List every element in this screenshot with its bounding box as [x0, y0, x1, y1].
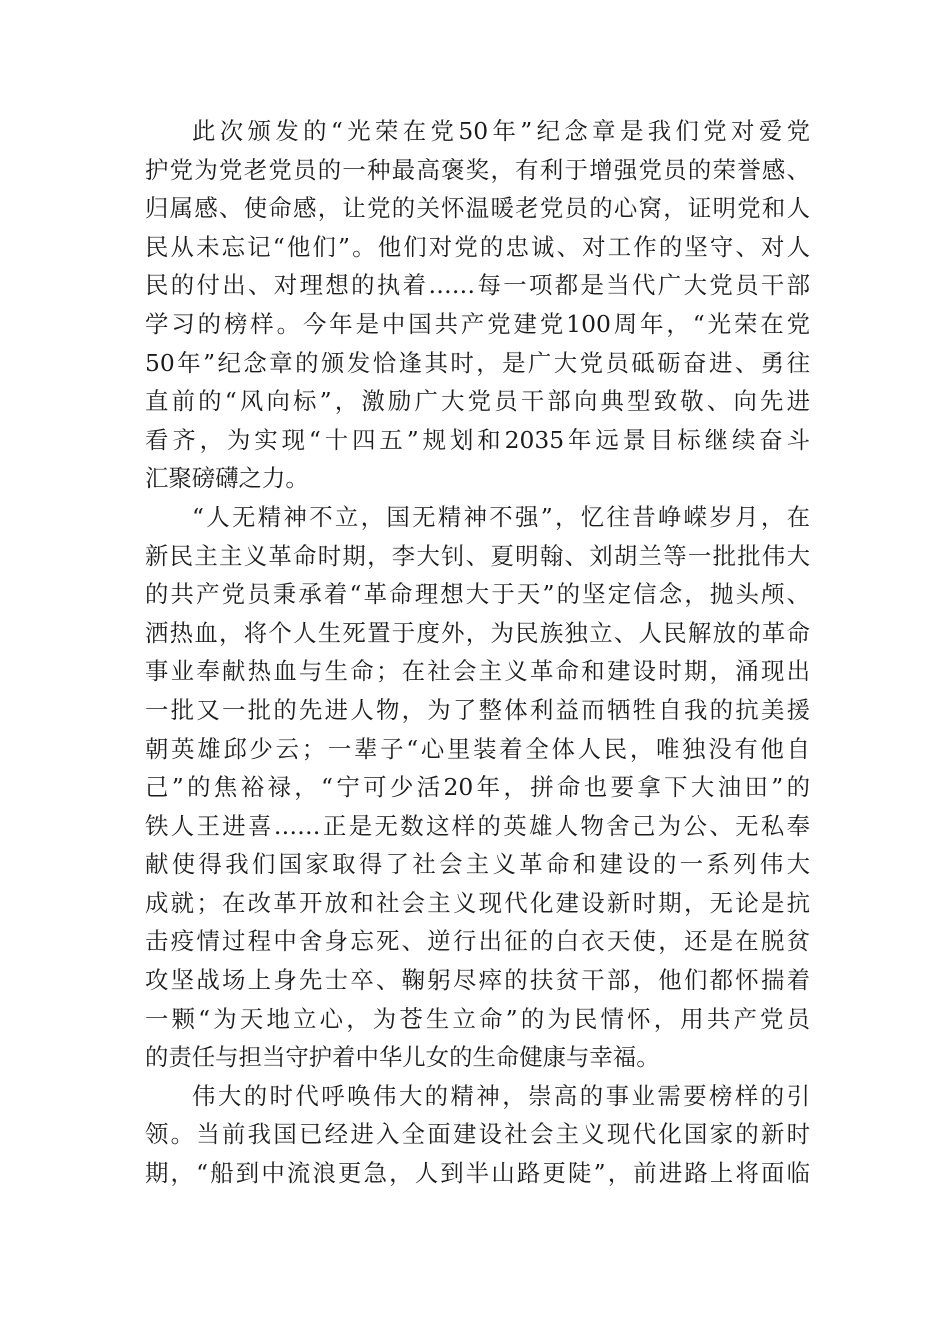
text-line: 此次颁发的“光荣在党50年”纪念章是我们党对爱党 [192, 117, 810, 145]
text-line: 伟大的时代呼唤伟大的精神，崇高的事业需要榜样的引 [192, 1081, 810, 1110]
text-line: 的责任与担当守护着中华儿女的生命健康与幸福。 [145, 1043, 660, 1072]
text-line: 献使得我们国家取得了社会主义革命和建设的一系列伟大 [145, 850, 810, 879]
paragraph-3 [145, 1077, 810, 1193]
text-line: 铁人王进喜……正是无数这样的英雄人物舍己为公、无私奉 [145, 811, 810, 840]
text-line: 期，“船到中流浪更急，人到半山路更陡”，前进路上将面临 [145, 1159, 810, 1188]
text-line: 击疫情过程中舍身忘死、逆行出征的白衣天使，还是在脱贫 [145, 927, 810, 956]
text-line: 事业奉献热血与生命；在社会主义革命和建设时期，涌现出 [145, 657, 810, 686]
text-line: 汇聚磅礴之力。 [145, 464, 309, 493]
text-line: 归属感、使命感，让党的关怀温暖老党员的心窝，证明党和人 [145, 194, 810, 223]
text-line: 朝英雄邱少云；一辈子“心里装着全体人民，唯独没有他自 [145, 734, 810, 763]
text-line: 民的付出、对理想的执着……每一项都是当代广大党员干部 [145, 271, 810, 300]
paragraph-2 [145, 498, 810, 1077]
text-line: “人无精神不立，国无精神不强”，忆往昔峥嵘岁月，在 [192, 502, 810, 531]
text-line: 己”的焦裕禄，“宁可少活20年，拼命也要拿下大油田”的 [145, 773, 810, 802]
text-line: 护党为党老党员的一种最高褒奖，有利于增强党员的荣誉感、 [145, 155, 810, 184]
text-line: 一颗“为天地立心，为苍生立命”的为民情怀，用共产党员 [145, 1004, 810, 1033]
text-line: 攻坚战场上身先士卒、鞠躬尽瘁的扶贫干部，他们都怀揣着 [145, 966, 810, 995]
text-line: 直前的“风向标”，激励广大党员干部向典型致敬、向先进 [145, 387, 810, 416]
text-line: 洒热血，将个人生死置于度外，为民族独立、人民解放的革命 [145, 618, 810, 647]
document-body [145, 112, 810, 1193]
text-line: 学习的榜样。今年是中国共产党建党100周年，“光荣在党 [145, 309, 810, 338]
text-line: 50年”纪念章的颁发恰逢其时，是广大党员砥砺奋进、勇往 [145, 348, 810, 377]
text-line: 看齐，为实现“十四五”规划和2035年远景目标继续奋斗 [145, 425, 810, 454]
text-line: 民从未忘记“他们”。他们对党的忠诚、对工作的坚守、对人 [145, 232, 810, 261]
paragraph-1 [145, 112, 810, 498]
text-line: 新民主主义革命时期，李大钊、夏明翰、刘胡兰等一批批伟大 [145, 541, 810, 570]
text-line: 领。当前我国已经进入全面建设社会主义现代化国家的新时 [145, 1120, 810, 1149]
text-line: 的共产党员秉承着“革命理想大于天”的坚定信念，抛头颅、 [145, 580, 810, 609]
text-line: 成就；在改革开放和社会主义现代化建设新时期，无论是抗 [145, 888, 810, 917]
text-line: 一批又一批的先进人物，为了整体利益而牺牲自我的抗美援 [145, 695, 810, 724]
